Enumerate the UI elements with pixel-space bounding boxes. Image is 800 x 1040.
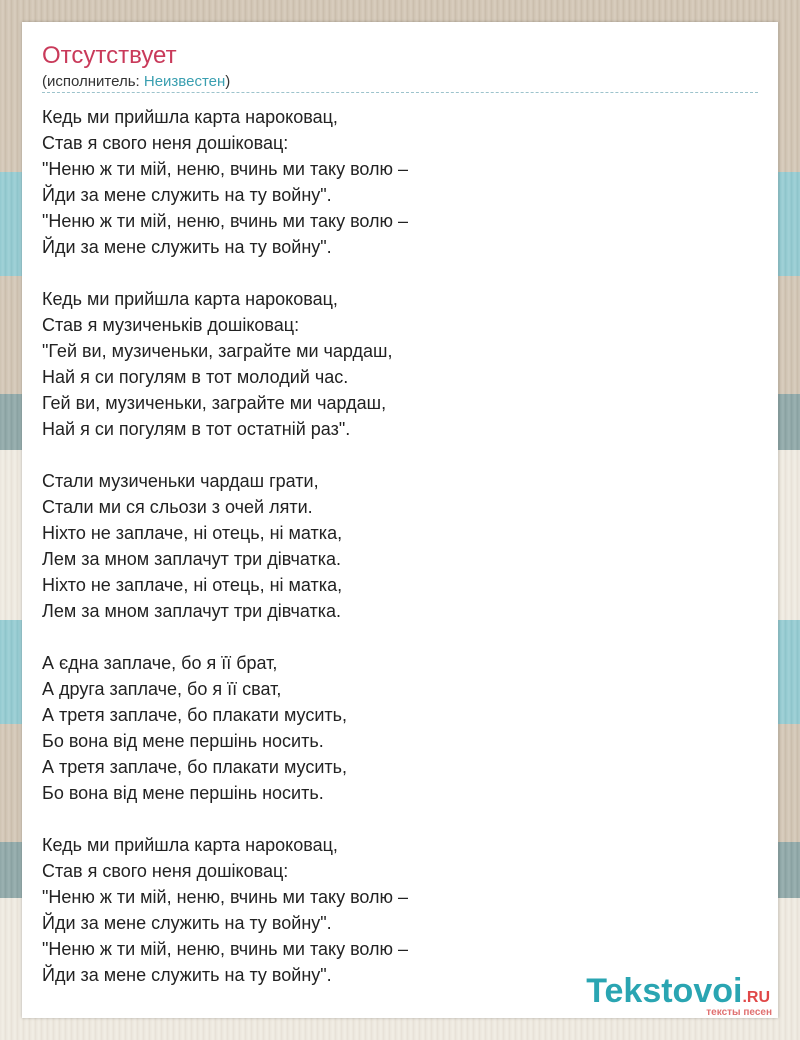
artist-suffix: ) <box>225 73 231 90</box>
stanza-gap <box>42 624 408 650</box>
lyric-line: "Неню ж ти мій, неню, вчинь ми таку волю – <box>42 211 409 231</box>
lyric-line: Лем за мном заплачут три дівчатка. <box>42 549 342 569</box>
logo-tagline: тексты песен <box>706 1007 772 1018</box>
lyric-line: А єдна заплаче, бо я її брат, <box>42 653 278 673</box>
lyric-line: Бо вона від мене першінь носить. <box>42 731 324 751</box>
lyric-line: Стали музиченьки чардаш грати, <box>42 471 319 491</box>
stanza-gap <box>42 442 408 468</box>
lyric-line: Гей ви, музиченьки, заграйте ми чардаш, <box>42 393 387 413</box>
stanza-gap <box>42 260 408 286</box>
lyric-line: Кедь ми прийшла карта нароковац, <box>42 289 338 309</box>
lyric-line: Бо вона від мене першінь носить. <box>42 783 324 803</box>
lyric-line: Йди за мене служить на ту войну". <box>42 185 332 205</box>
artist-link[interactable]: Неизвестен <box>143 73 226 90</box>
lyric-line: Став я свого неня дошіковац: <box>42 861 289 881</box>
lyrics-card <box>22 22 778 1018</box>
song-title: Отсутствует <box>42 42 177 69</box>
stanza-gap <box>42 806 408 832</box>
logo-name: Tekstovoi <box>586 972 743 1010</box>
lyric-line: Став я музиченьків дошіковац: <box>42 315 300 335</box>
logo-tld: .RU <box>742 989 770 1006</box>
lyric-line: Кедь ми прийшла карта нароковац, <box>42 107 338 127</box>
artist-prefix: (исполнитель: <box>42 73 144 90</box>
lyric-line: А третя заплаче, бо плакати мусить, <box>42 705 348 725</box>
lyric-line: Най я си погулям в тот остатній раз". <box>42 419 351 439</box>
lyric-line: А третя заплаче, бо плакати мусить, <box>42 757 348 777</box>
site-logo[interactable] <box>586 972 770 1011</box>
lyric-line: Став я свого неня дошіковац: <box>42 133 289 153</box>
lyric-line: А друга заплаче, бо я її сват, <box>42 679 282 699</box>
lyric-line: "Неню ж ти мій, неню, вчинь ми таку волю – <box>42 939 409 959</box>
lyric-line: Стали ми ся сльози з очей ляти. <box>42 497 313 517</box>
lyrics-body <box>42 104 408 988</box>
lyric-line: Лем за мном заплачут три дівчатка. <box>42 601 342 621</box>
lyric-line: Ніхто не заплаче, ні отець, ні матка, <box>42 523 343 543</box>
lyric-line: Кедь ми прийшла карта нароковац, <box>42 835 338 855</box>
lyric-line: "Гей ви, музиченьки, заграйте ми чардаш, <box>42 341 393 361</box>
artist-line <box>42 73 230 90</box>
header-divider <box>42 92 758 93</box>
lyric-line: Ніхто не заплаче, ні отець, ні матка, <box>42 575 343 595</box>
lyric-line: "Неню ж ти мій, неню, вчинь ми таку волю – <box>42 159 409 179</box>
lyric-line: Йди за мене служить на ту войну". <box>42 237 332 257</box>
lyric-line: Най я си погулям в тот молодий час. <box>42 367 349 387</box>
lyric-line: Йди за мене служить на ту войну". <box>42 965 332 985</box>
lyric-line: Йди за мене служить на ту войну". <box>42 913 332 933</box>
lyric-line: "Неню ж ти мій, неню, вчинь ми таку волю – <box>42 887 409 907</box>
